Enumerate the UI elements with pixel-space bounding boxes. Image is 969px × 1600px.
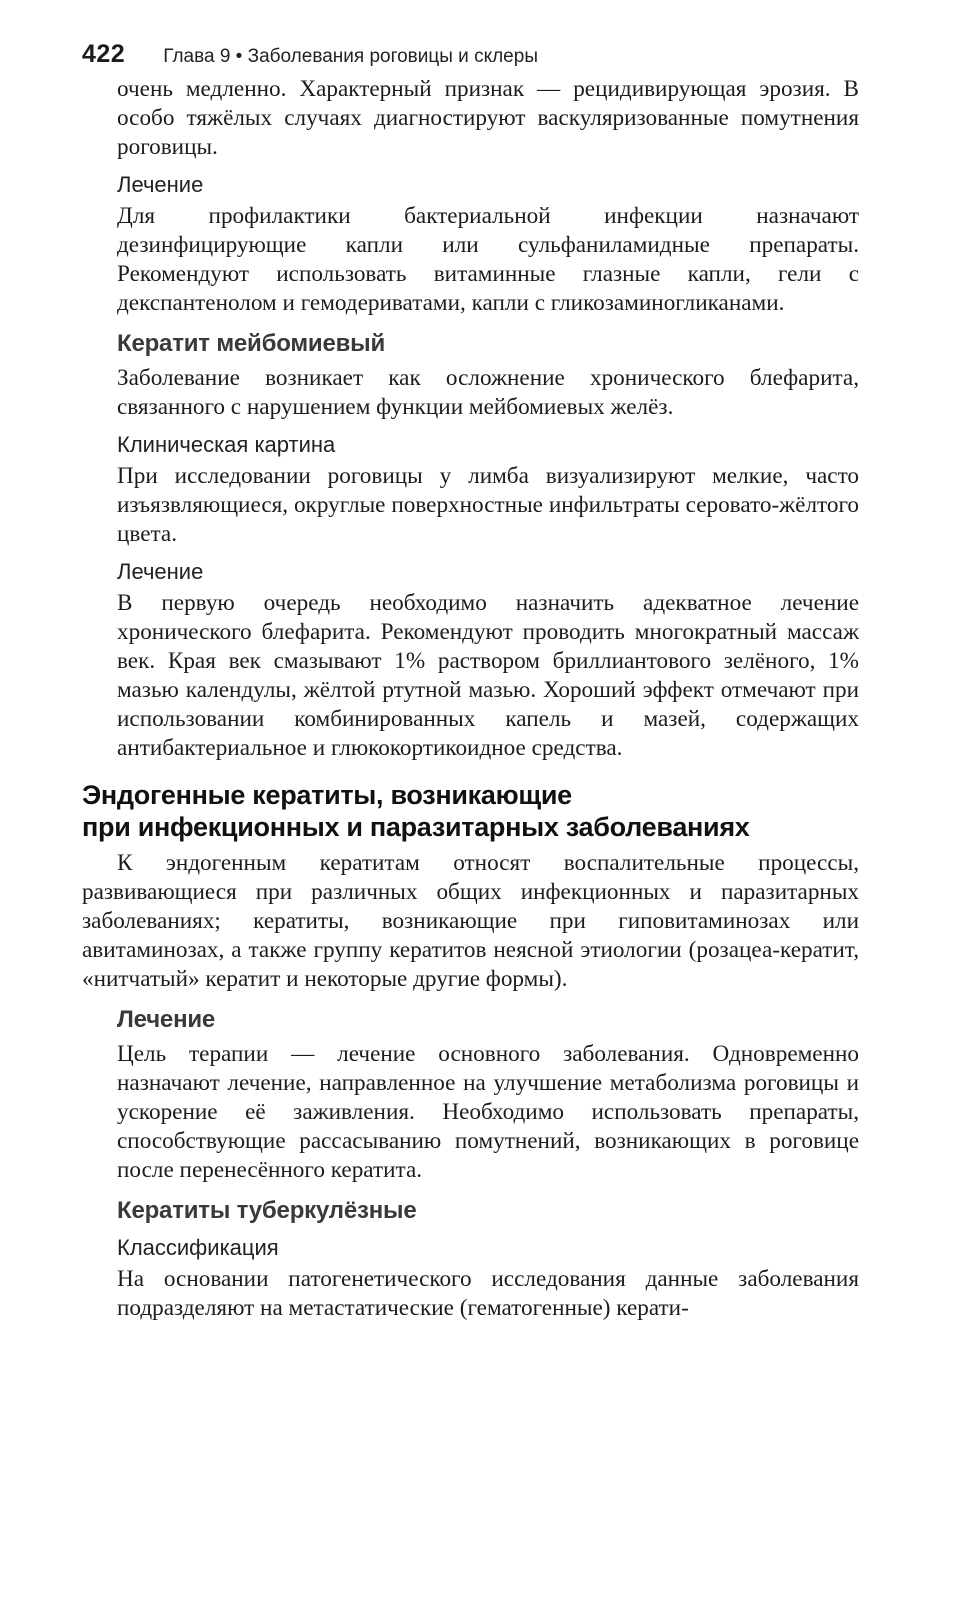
section-heading-meibomian-keratitis: Кератит мейбомиевый: [117, 330, 386, 357]
paragraph: Заболевание возникает как осложнение хронического блефарита, связанного с нарушением функции мейбомиевых желёз.: [117, 365, 859, 420]
major-heading-endogenous-keratitis: [82, 779, 859, 843]
paragraph: В первую очередь необходимо назначить адекватное лечение хронического блефарита. Рекомендуют проводить многократный массаж век. Края век смазывают 1% раствором бриллиантового зелёного, 1% мазью календулы, жёлтой ртутной мазью. Хороший эффект отмечают при использовании комбинированных капель и мазей, содержащих антибактериальное и глюкокортикоидное средства.: [117, 590, 859, 761]
subheading-classification: Классификация: [117, 1235, 279, 1260]
paragraph: очень медленно. Характерный признак — рецидивирующая эрозия. В особо тяжёлых случаях диагностируют васкуляризованные помутнения роговицы.: [117, 76, 859, 160]
subheading-clinical-picture: Клиническая картина: [117, 432, 336, 457]
page-number: 422: [82, 40, 126, 68]
page-header: [82, 40, 859, 69]
subheading-treatment: Лечение: [117, 559, 204, 584]
paragraph: На основании патогенетического исследования данные заболевания подразделяют на метастатические (гематогенные) керати-: [117, 1266, 859, 1321]
subheading-treatment: Лечение: [117, 172, 204, 197]
paragraph: При исследовании роговицы у лимба визуализируют мелкие, часто изъязвляющиеся, округлые поверхностные инфильтраты серовато-жёлтого цвета.: [117, 463, 859, 547]
running-head: Глава 9 • Заболевания роговицы и склеры: [163, 46, 538, 67]
paragraph: Для профилактики бактериальной инфекции назначают дезинфицирующие капли или сульфаниламидные препараты. Рекомендуют использовать витаминные глазные капли, гели с декспантенолом и гемодериватами, капли с гликозаминогликанами.: [117, 203, 859, 316]
section-heading-tuberculous-keratitis: Кератиты туберкулёзные: [117, 1197, 417, 1224]
paragraph: Цель терапии — лечение основного заболевания. Одновременно назначают лечение, направленное на улучшение метаболизма роговицы и ускорение её заживления. Необходимо использовать препараты, способствующие рассасыванию помутнений, возникающих в роговице после перенесённого кератита.: [117, 1041, 859, 1183]
section-heading-treatment: Лечение: [117, 1006, 216, 1033]
paragraph: К эндогенным кератитам относят воспалительные процессы, развивающиеся при различных общих инфекционных и паразитарных заболеваниях; кератиты, возникающие при гиповитаминозах или авитаминозах, а также группу кератитов неясной этиологии (розацеа-кератит, «нитчатый» кератит и некоторые другие формы).: [82, 850, 859, 992]
major-heading-line: Эндогенные кератиты, возникающие: [82, 780, 572, 810]
major-heading-line: при инфекционных и паразитарных заболеваниях: [82, 812, 750, 842]
